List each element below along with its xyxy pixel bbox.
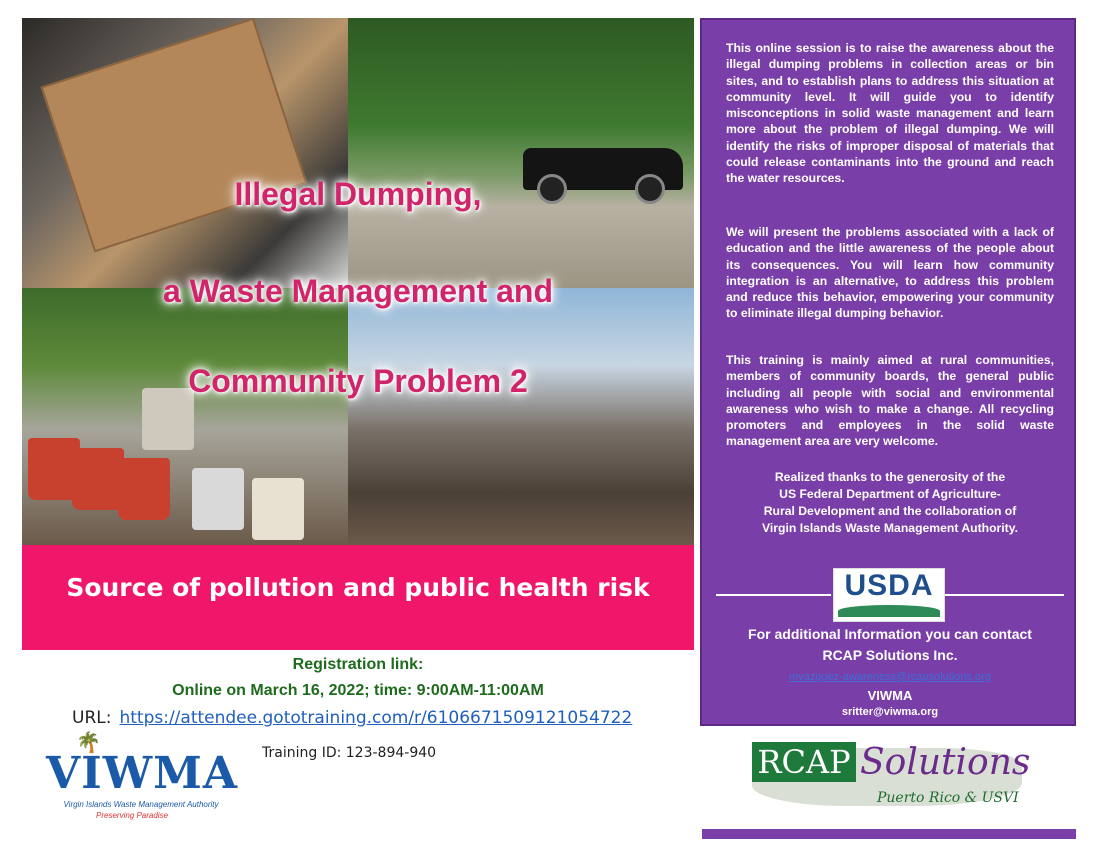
- divider-left: [716, 594, 831, 596]
- viwma-logo-text: VIWMA: [46, 748, 238, 799]
- credit-line-3: Rural Development and the collaboration of: [763, 504, 1017, 518]
- viwma-logo-tagline: Preserving Paradise: [96, 811, 169, 820]
- hero-photo-collage: [22, 18, 694, 545]
- photo-truck-dump-site: [348, 18, 694, 288]
- contact-line-1: For additional Information you can contact: [748, 626, 1032, 642]
- rcap-solutions-text: Solutions: [860, 742, 1031, 783]
- contact-email-link[interactable]: mvazquez-awareness@rcapsolutions.org: [789, 671, 991, 683]
- rcap-logo-box: [752, 742, 856, 782]
- credit-line-4: Virgin Islands Waste Management Authority.: [762, 521, 1018, 535]
- photo-buckets-and-cans: [22, 288, 348, 545]
- contact-line-2: RCAP Solutions Inc.: [822, 647, 958, 663]
- registration-url-line: [72, 708, 632, 728]
- registration-link[interactable]: https://attendee.gototraining.com/r/6106671509121054722: [119, 708, 633, 728]
- rcap-region-text: Puerto Rico & USVI: [877, 790, 1019, 806]
- training-id: Training ID: 123-894-940: [262, 745, 437, 761]
- usda-logo-stripe: [838, 605, 940, 617]
- description-paragraph-3: This training is mainly aimed at rural communities, members of community boards, the general public including all people with social and environmental awareness who wish to make a change. All recycling promoters and employees in the solid waste management area are very welcome.: [726, 353, 1054, 449]
- divider-right: [945, 594, 1064, 596]
- usda-logo-text: USDA: [844, 569, 934, 602]
- registration-date-time: Online on March 16, 2022; time: 9:00AM-11:00AM: [172, 682, 544, 699]
- banner-text: Source of pollution and public health risk: [66, 573, 650, 602]
- credit-line-1: Realized thanks to the generosity of the: [774, 470, 1006, 484]
- viwma-logo: [36, 730, 246, 822]
- rcap-logo-text: RCAP: [757, 743, 851, 781]
- headline-line-3: Community Problem 2: [188, 363, 528, 399]
- description-paragraph-1: This online session is to raise the awareness about the illegal dumping problems in collection areas or bin sites, and to establish plans to address this situation at community level. It will guide you to identify misconceptions in solid waste management and learn more about the problem of illegal dumping. We will identify the risks of improper disposal of materials that could release contaminants into the ground and reach the water resources.: [726, 41, 1054, 186]
- viwma-logo-subtitle: Virgin Islands Waste Management Authority: [63, 800, 219, 809]
- info-panel: [700, 18, 1076, 726]
- pollution-banner: [22, 545, 694, 650]
- registration-title: Registration link:: [292, 656, 424, 673]
- credit-line-2: US Federal Department of Agriculture-: [779, 487, 1001, 501]
- usda-logo: [833, 568, 945, 622]
- url-label: URL:: [72, 708, 112, 728]
- palm-tree-icon: 🌴: [76, 732, 101, 754]
- photo-debris-pile: [348, 288, 694, 545]
- headline-line-1: Illegal Dumping,: [234, 176, 482, 212]
- viwma-contact-email: sritter@viwma.org: [841, 706, 939, 718]
- rcap-solutions-logo: [742, 730, 1042, 826]
- photo-cardboard-box-trash: [22, 18, 348, 288]
- viwma-contact-label: VIWMA: [867, 688, 913, 703]
- description-paragraph-2: We will present the problems associated with a lack of education and the little awareness of the people about its consequences. You will learn how community integration is an alternative, to address this problem and reduce this behavior, empowering your community to eliminate illegal dumping behavior.: [726, 225, 1054, 321]
- headline-line-2: a Waste Management and: [162, 273, 553, 309]
- bottom-purple-bar: [702, 829, 1076, 839]
